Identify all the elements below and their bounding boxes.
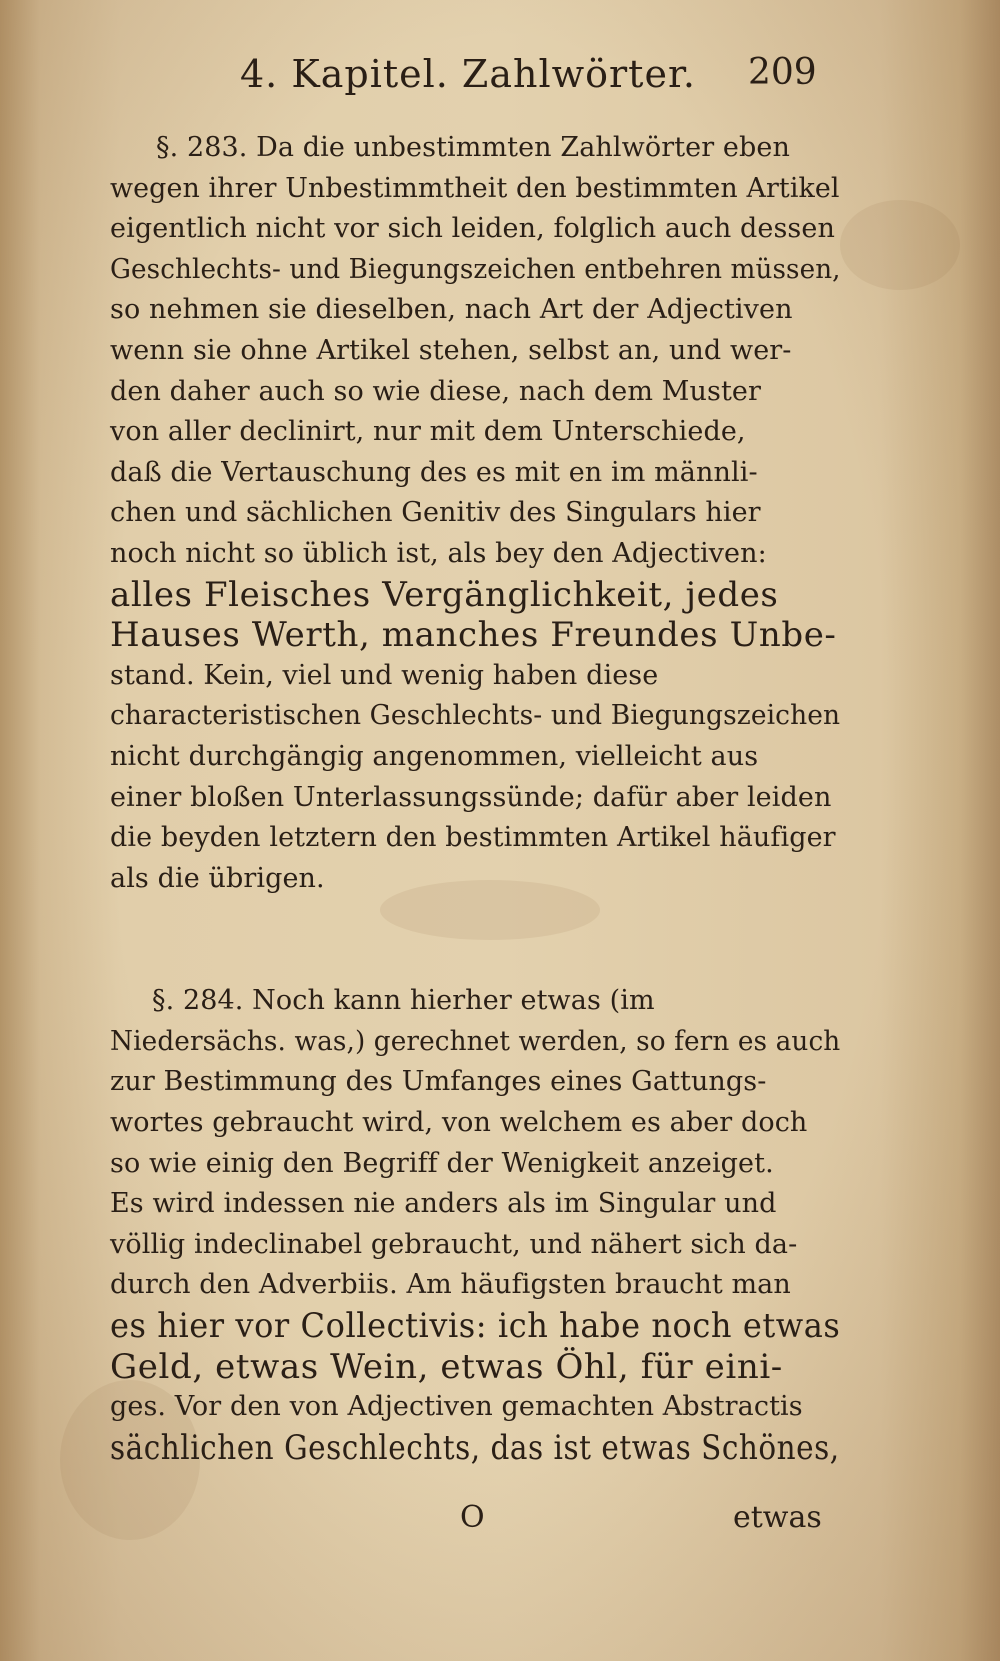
paragraph-283 (110, 128, 840, 899)
text-line: noch nicht so üblich ist, als bey den Adjectiven: (110, 537, 767, 569)
text-line: §. 283. Da die unbestimmten Zahlwörter eben (156, 132, 790, 163)
signature-mark: O (460, 1500, 485, 1535)
text-line: die beyden letztern den bestimmten Artikel häufiger (110, 822, 836, 854)
text-line: so nehmen sie dieselben, nach Art der Adjectiven (110, 294, 793, 326)
text-line: den daher auch so wie diese, nach dem Muster (110, 375, 762, 407)
text-line: von aller declinirt, nur mit dem Unterschiede, (110, 416, 746, 448)
text-line-example: Hauses Werth, manches Freundes Unbe- (110, 615, 837, 656)
text-line: so wie einig den Begriff der Wenigkeit anzeiget. (110, 1147, 774, 1179)
text-line: zur Bestimmung des Umfanges eines Gattungs- (110, 1066, 767, 1098)
paragraph-gap (110, 899, 840, 981)
text-line: wenn sie ohne Artikel stehen, selbst an, und wer- (110, 334, 792, 366)
running-head (0, 52, 1000, 102)
text-line-example: sächlichen Geschlechts, das ist etwas Schönes, (110, 1427, 840, 1468)
text-line: chen und sächlichen Genitiv des Singulars hier (110, 497, 761, 529)
text-line-example: alles Fleisches Vergänglichkeit, jedes (110, 574, 779, 615)
text-line: eigentlich nicht vor sich leiden, folglich auch dessen (110, 213, 835, 245)
text-line: Niedersächs. was,) gerechnet werden, so fern es auch (110, 1025, 841, 1057)
text-line-example: Geld, etwas Wein, etwas Öhl, für eini- (110, 1346, 783, 1387)
paragraph-284 (110, 981, 840, 1468)
text-line: einer bloßen Unterlassungssünde; dafür aber leiden (110, 781, 832, 813)
text-line: Es wird indessen nie anders als im Singular und (110, 1188, 777, 1220)
text-line: wortes gebraucht wird, von welchem es aber doch (110, 1107, 808, 1139)
text-line: stand. Kein, viel und wenig haben diese (110, 659, 659, 691)
text-line: wegen ihrer Unbestimmtheit den bestimmten Artikel (110, 172, 840, 204)
text-block (110, 128, 840, 1468)
text-line-example: es hier vor Collectivis: ich habe noch etwas (110, 1306, 841, 1347)
text-line: ges. Vor den von Adjectiven gemachten Abstractis (110, 1391, 803, 1423)
text-line: als die übrigen. (110, 862, 325, 894)
page-number: 209 (748, 52, 817, 93)
text-line: nicht durchgängig angenommen, vielleicht aus (110, 740, 759, 772)
catchword: etwas (733, 1500, 822, 1535)
text-line: §. 284. Noch kann hierher etwas (im (152, 985, 655, 1017)
text-line: characteristischen Geschlechts- und Biegungszeichen (110, 700, 841, 732)
paper-stain (840, 200, 960, 290)
text-line: Geschlechts- und Biegungszeichen entbehren müssen, (110, 253, 841, 285)
text-line: daß die Vertauschung des es mit en im männli- (110, 456, 758, 488)
text-line: durch den Adverbiis. Am häufigsten braucht man (110, 1269, 791, 1301)
running-title: 4. Kapitel. Zahlwörter. (240, 52, 697, 96)
text-line: völlig indeclinabel gebraucht, und nähert sich da- (110, 1228, 798, 1260)
